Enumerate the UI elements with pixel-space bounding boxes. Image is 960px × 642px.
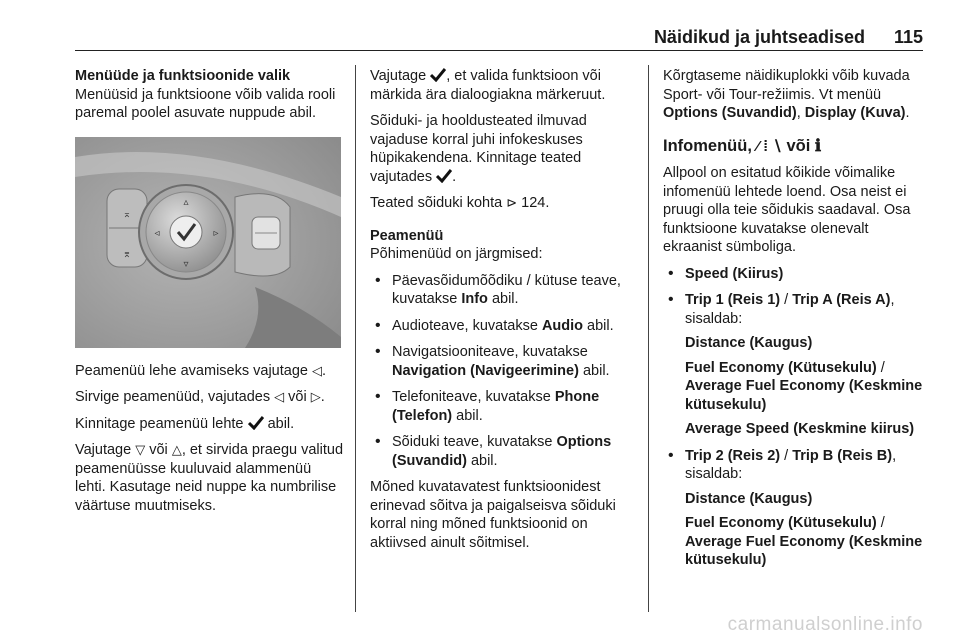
- item-text: sisaldab:: [685, 310, 743, 327]
- item-bold: Options (Suvandid): [392, 434, 612, 469]
- triangle-left-icon: ◁: [274, 389, 285, 404]
- sub-list: Distance (Kaugus) Fuel Economy (Kütusekulu) / Average Fuel Economy (Keskmine kütusekulu): [685, 490, 923, 568]
- column-divider: [648, 65, 649, 612]
- list-item: [370, 272, 635, 309]
- item-bold: Trip A (Reis A): [792, 292, 891, 308]
- list-item: [370, 343, 635, 380]
- svg-text:⌅: ⌅: [122, 208, 132, 220]
- list-item: • Trip 2 (Reis 2) / Trip B (Reis B), sisaldab:: [663, 447, 925, 484]
- svg-text:◃: ◃: [154, 227, 160, 239]
- item-bold: Navigation (Navigeerimine): [392, 362, 579, 379]
- sub-item: Average Fuel Economy (Keskmine kütusekulu): [685, 378, 923, 413]
- page-reference-link[interactable]: 124.: [521, 195, 550, 211]
- header-rule: [75, 50, 923, 51]
- item-bold: Speed (Kiirus): [685, 265, 784, 282]
- text: Kõrgtaseme näidikuplokki võib kuvada Sport- või Tour-režiimis. Vt menüü: [663, 68, 910, 103]
- triangle-up-icon: △: [171, 442, 182, 457]
- conjunction: või: [786, 136, 811, 155]
- section-heading: Menüüde ja funktsioonide valik: [75, 68, 291, 84]
- list-item: [370, 433, 635, 470]
- punctuation: .: [320, 389, 325, 405]
- paragraph: Põhimenüüd on järgmised:: [370, 246, 543, 262]
- triangle-down-icon: ▽: [135, 442, 146, 457]
- punctuation: ,: [892, 447, 897, 464]
- steering-wheel-controls-photo: [75, 137, 341, 348]
- section-heading: Peamenüü: [370, 227, 444, 244]
- list-item: [663, 265, 925, 284]
- menu-path: Options (Suvandid): [663, 105, 797, 121]
- info-pages-list: [663, 447, 925, 484]
- paragraph: Peamenüü lehe avamiseks vajutage: [75, 362, 308, 379]
- item-bold: Phone (Telefon): [392, 389, 600, 424]
- info-icon: ℹ: [814, 135, 822, 155]
- conjunction: või: [288, 389, 307, 405]
- text: .: [452, 168, 457, 185]
- page-number: 115: [893, 27, 923, 47]
- list-item: [370, 388, 635, 425]
- item-text: Telefoniteave, kuvatakse: [392, 389, 551, 405]
- page-reference-icon: ⊳: [506, 195, 518, 210]
- sub-item: Fuel Economy (Kütusekulu): [685, 359, 877, 376]
- column-divider: [355, 65, 356, 612]
- svg-text:⌆: ⌆: [122, 248, 132, 260]
- item-text: Sõiduki teave, kuvatakse: [392, 434, 553, 450]
- paragraph: Mõned kuvatavatest funktsioonidest erinevad sõitva ja paigalseisva sõiduki korral ning mõned funktsioonid on aktiivsed ainult sõitmisel.: [370, 479, 616, 551]
- svg-text:▹: ▹: [213, 227, 219, 239]
- sub-item: Average Fuel Economy (Keskmine kütusekulu): [685, 533, 923, 568]
- item-text: sisaldab:: [685, 466, 743, 482]
- item-bold: Audio: [541, 317, 584, 334]
- checkmark-icon: [248, 416, 264, 430]
- conjunction: või: [149, 442, 168, 458]
- triangle-right-icon: ▷: [310, 389, 321, 404]
- punctuation: .: [905, 105, 910, 121]
- punctuation: ,: [890, 292, 895, 308]
- sub-item: Average Speed (Keskmine kiirus): [685, 421, 915, 437]
- checkmark-icon: [436, 169, 452, 183]
- text: , et sirvida praegu valitud peamenüüsse kuuluvaid alammenüü lehti. Kasutage neid nuppe ka numbrilise väärtuse muutmiseks.: [75, 442, 344, 514]
- column-3: [663, 67, 925, 578]
- text: , et valida funktsioon või märkida ära dialoogiakna märkeruut.: [370, 68, 606, 103]
- paragraph: Allpool on esitatud kõikide võimalike infomenüü lehtede loend. Osa neist ei pruugi olla teie sõidukis saadaval. Osa funktsioone kuvatakse olenevalt ekraanist sümboliga.: [663, 165, 911, 255]
- page-header: [75, 27, 923, 49]
- paragraph: Kinnitage peamenüü lehte: [75, 415, 244, 432]
- triangle-left-icon: ◁: [311, 362, 322, 378]
- item-end: abil.: [470, 452, 498, 469]
- svg-text:▵: ▵: [183, 196, 189, 208]
- item-end: abil.: [582, 362, 610, 379]
- paragraph: Sirvige peamenüüd, vajutades: [75, 389, 271, 405]
- info-pages-list: [663, 265, 925, 329]
- text: abil.: [267, 415, 295, 432]
- item-end: abil.: [491, 291, 519, 307]
- punctuation: ,: [796, 105, 801, 121]
- svg-text:▿: ▿: [183, 258, 189, 270]
- column-2: [370, 67, 635, 560]
- text: Teated sõiduki kohta: [370, 195, 503, 211]
- text: Vajutage: [370, 68, 427, 84]
- list-item: • Trip 1 (Reis 1) / Trip A (Reis A), sisaldab:: [663, 291, 925, 328]
- item-bold: Trip 2 (Reis 2): [685, 447, 781, 464]
- steering-wheel-figure: [75, 137, 341, 348]
- watermark: carmanualsonline.info: [727, 614, 923, 635]
- text: Sõiduki- ja hooldusteated ilmuvad vajaduse korral juhi infokeskuses hüpikakendena. Kinnitage teated vajutades: [370, 113, 587, 185]
- road-icon: ⁄ ⁞ ∖: [756, 137, 782, 155]
- item-text: Päevasõidumõõdiku / kütuse teave, kuvatakse: [392, 272, 621, 307]
- sub-item: Fuel Economy (Kütusekulu): [685, 515, 877, 531]
- checkmark-icon: [430, 68, 446, 82]
- item-text: Navigatsiooniteave, kuvatakse: [392, 344, 588, 360]
- paragraph: Vajutage: [75, 442, 132, 458]
- list-item: [370, 317, 635, 336]
- punctuation: .: [321, 362, 327, 379]
- item-end: abil.: [587, 317, 614, 334]
- heading-text: Infomenüü,: [663, 136, 752, 155]
- sub-list: Distance (Kaugus) Fuel Economy (Kütusekulu) / Average Fuel Economy (Keskmine kütusekulu) Average Speed (Keskmine kiirus): [685, 335, 923, 437]
- item-bold: Trip 1 (Reis 1): [685, 292, 781, 308]
- section-title: Näidikud ja juhtseadised: [653, 27, 865, 47]
- paragraph: Menüüsid ja funktsioone võib valida rooli paremal poolel asuvate nuppude abil.: [75, 86, 336, 121]
- item-end: abil.: [456, 407, 483, 424]
- sub-item: Distance (Kaugus): [685, 490, 813, 507]
- main-menu-list: [370, 272, 635, 471]
- menu-path: Display (Kuva): [804, 105, 906, 121]
- sub-item: Distance (Kaugus): [685, 335, 813, 351]
- info-menu-heading: [663, 137, 925, 157]
- item-bold: Trip B (Reis B): [792, 447, 893, 464]
- item-bold: Info: [461, 291, 488, 307]
- item-text: Audioteave, kuvatakse: [392, 317, 538, 334]
- column-1: [75, 67, 343, 523]
